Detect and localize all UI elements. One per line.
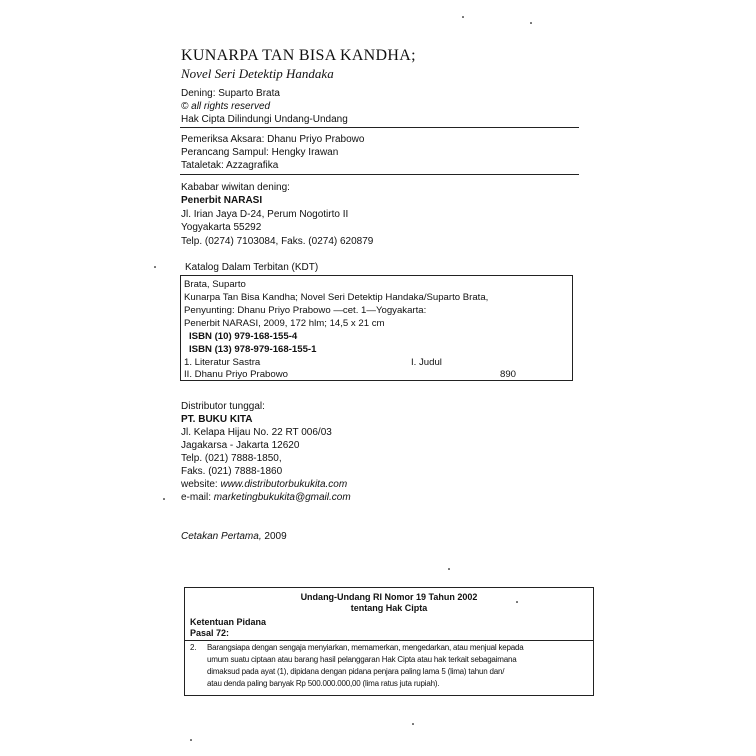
- book-title: KUNARPA TAN BISA KANDHA;: [181, 47, 416, 64]
- law-item-number: 2.: [190, 643, 197, 652]
- law-article: Pasal 72:: [190, 628, 230, 638]
- author-credit: Dening: Suparto Brata: [181, 88, 280, 99]
- publisher-phone: Telp. (0274) 7103084, Faks. (0274) 620879: [181, 236, 374, 247]
- speck: [448, 568, 450, 570]
- distributor-website: [181, 478, 347, 491]
- speck: [412, 723, 414, 725]
- katalog-line-2: Penyunting: Dhanu Priyo Prabowo —cet. 1—Yogyakarta:: [184, 305, 427, 316]
- speck: [154, 266, 156, 268]
- speck: [516, 601, 518, 603]
- speck: [530, 22, 532, 24]
- katalog-isbn-10: ISBN (10) 979-168-155-4: [189, 331, 298, 342]
- law-section: Ketentuan Pidana: [190, 617, 267, 627]
- email-label: e-mail:: [181, 492, 214, 503]
- edition-year: 2009: [261, 531, 287, 542]
- divider-2: [180, 174, 579, 175]
- edition-label: Cetakan Pertama,: [181, 531, 262, 542]
- law-text-2: umum suatu ciptaan atau barang hasil pelanggaran Hak Cipta atau hak terkait sebagaimana: [207, 655, 517, 664]
- law-text-1: Barangsiapa dengan sengaja menyiarkan, memamerkan, mengedarkan, atau menjual kepada: [207, 643, 524, 652]
- katalog-heading: Katalog Dalam Terbitan (KDT): [185, 262, 319, 273]
- edition-note: [181, 530, 287, 543]
- distributor-fax: Faks. (021) 7888-1860: [181, 466, 283, 477]
- distributor-city: Jagakarsa - Jakarta 12620: [181, 440, 300, 451]
- layout-credit: Tataletak: Azzagrafika: [181, 160, 279, 171]
- distributor-address: Jl. Kelapa Hijau No. 22 RT 006/03: [181, 427, 332, 438]
- katalog-subject-2: II. Dhanu Priyo Prabowo: [184, 369, 288, 380]
- publisher-city: Yogyakarta 55292: [181, 222, 262, 233]
- law-divider: [185, 640, 593, 641]
- law-title-2: tentang Hak Cipta: [350, 603, 428, 613]
- law-text-3: dimaksud pada ayat (1), dipidana dengan pidana penjara paling lama 5 (lima) tahun dan/: [207, 667, 505, 676]
- distributor-phone: Telp. (021) 7888-1850,: [181, 453, 282, 464]
- website-link[interactable]: www.distributorbukukita.com: [220, 479, 348, 490]
- publisher-name: Penerbit NARASI: [181, 195, 263, 206]
- katalog-line-1: Kunarpa Tan Bisa Kandha; Novel Seri Detektip Handaka/Suparto Brata,: [184, 292, 489, 303]
- copyright-protected: Hak Cipta Dilindungi Undang-Undang: [181, 114, 348, 125]
- speck: [190, 739, 192, 741]
- katalog-author: Brata, Suparto: [184, 279, 246, 290]
- speck: [462, 16, 464, 18]
- proofreader-credit: Pemeriksa Aksara: Dhanu Priyo Prabowo: [181, 134, 365, 145]
- email-link[interactable]: marketingbukukita@gmail.com: [213, 492, 351, 503]
- distributor-intro: Distributor tunggal:: [181, 401, 265, 412]
- law-text-4: atau denda paling banyak Rp 500.000.000,00 (lima ratus juta rupiah).: [207, 679, 440, 688]
- distributor-email: [181, 491, 351, 504]
- divider-1: [180, 127, 579, 128]
- cover-credit: Perancang Sampul: Hengky Irawan: [181, 147, 339, 158]
- rights-notice: © all rights reserved: [181, 101, 271, 112]
- katalog-judul: I. Judul: [411, 357, 442, 368]
- distributor-name: PT. BUKU KITA: [181, 414, 253, 425]
- book-subtitle: Novel Seri Detektip Handaka: [181, 66, 334, 81]
- speck: [163, 498, 165, 500]
- katalog-line-3: Penerbit NARASI, 2009, 172 hlm; 14,5 x 21 cm: [184, 318, 385, 329]
- publisher-intro: Kababar wiwitan dening:: [181, 182, 290, 193]
- website-label: website:: [181, 479, 221, 490]
- katalog-isbn-13: ISBN (13) 978-979-168-155-1: [189, 344, 317, 355]
- publisher-address: Jl. Irian Jaya D-24, Perum Nogotirto II: [181, 209, 349, 220]
- katalog-class-number: 890: [500, 369, 517, 380]
- law-title-1: Undang-Undang RI Nomor 19 Tahun 2002: [300, 592, 478, 602]
- katalog-subject-1: 1. Literatur Sastra: [184, 357, 261, 368]
